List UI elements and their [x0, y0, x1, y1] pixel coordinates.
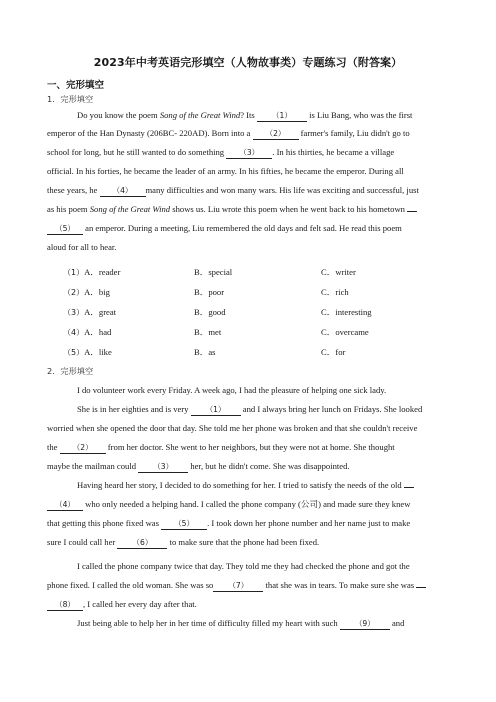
text: her, but he didn't come. She was disappointed. — [188, 461, 350, 471]
blank-7[interactable]: （7） — [213, 581, 263, 592]
option-a[interactable]: A．had — [84, 327, 112, 337]
text: that she was in tears. To make sure she was — [263, 580, 417, 590]
q1-line-3 — [47, 147, 457, 159]
option-b[interactable]: B．met — [194, 327, 222, 337]
text: that getting this phone fixed was — [47, 518, 162, 528]
blank-1[interactable]: （1） — [191, 405, 241, 416]
option-a[interactable]: A．reader — [84, 267, 121, 277]
text: . In his thirties, he became a village — [272, 147, 395, 157]
text: Do you know the poem — [77, 110, 160, 120]
text: many difficulties and won many wars. His life was exciting and successful, just — [145, 185, 419, 195]
poem-title: Song of the Great Wind — [159, 110, 241, 120]
poem-title: Song of the Great Wind — [89, 204, 171, 214]
section-heading: 一、完形填空 — [47, 80, 105, 91]
q1-line-2 — [47, 128, 457, 140]
text: She is in her eighties and is very — [77, 404, 191, 414]
option-c[interactable]: C．interesting — [321, 307, 372, 317]
text: Having heard her story, I decided to do something for her. I tried to satisfy the needs of the old — [77, 480, 404, 490]
text: who only needed a helping hand. I called the phone company (公司) and made sure they knew — [83, 499, 411, 509]
option-c[interactable]: C．rich — [321, 287, 349, 297]
text: ? Its — [240, 110, 257, 120]
option-c[interactable]: C．overcame — [321, 327, 369, 337]
text: and I always bring her lunch on Fridays. She looked — [240, 404, 423, 414]
text: emperor of the Han Dynasty (206BC- 220AD). Born into a — [47, 128, 253, 138]
q2-line-7 — [47, 499, 457, 511]
text: as his poem — [47, 204, 90, 214]
blank-4[interactable]: （4） — [47, 500, 83, 511]
blank-6[interactable]: （6） — [117, 538, 167, 549]
q2-line-12 — [47, 599, 457, 611]
blank-9[interactable]: （9） — [340, 619, 390, 630]
option-row-5 — [63, 346, 112, 358]
text: shows us. Liu wrote this poem when he went back to his hometown — [170, 204, 408, 214]
blank-1[interactable]: （1） — [257, 111, 307, 122]
document-title: 2023年中考英语完形填空（人物故事类）专题练习（附答案） — [93, 56, 403, 69]
text: maybe the mailman could — [47, 461, 139, 471]
q2-line-9 — [47, 537, 457, 549]
q2-line-6 — [77, 480, 487, 491]
q2-line-13 — [77, 618, 487, 630]
blank-5[interactable]: （5） — [47, 224, 83, 235]
option-c[interactable]: C．writer — [321, 267, 356, 277]
text: , I called her every day after that. — [83, 599, 197, 609]
question-2-heading: 2．完形填空 — [47, 366, 94, 376]
q2-line-10: I called the phone company twice that day. They told me they had checked the phone and got the — [77, 561, 410, 571]
question-1-heading: 1．完形填空 — [47, 94, 94, 104]
q2-line-11 — [47, 580, 457, 592]
blank-5-start — [407, 211, 417, 212]
q1-line-7 — [47, 223, 457, 235]
text: to make sure that the phone had been fixed. — [167, 537, 320, 547]
q1-line-6 — [47, 204, 457, 215]
text: Just being able to help her in her time of difficulty filled my heart with such — [77, 618, 340, 628]
option-number: （5） — [63, 348, 85, 357]
q1-line-8: aloud for all to hear. — [47, 242, 117, 252]
blank-3[interactable]: （3） — [226, 148, 272, 159]
text: the — [47, 442, 60, 452]
blank-5[interactable]: （5） — [161, 519, 207, 530]
text: farmer's family, Liu didn't go to — [298, 128, 410, 138]
text: is Liu Bang, who was the first — [306, 110, 413, 120]
option-number: （1） — [63, 268, 85, 277]
q1-line-4: official. In his forties, he became the leader of an army. In his fifties, he became the emperor. During all — [47, 166, 404, 176]
option-row-3 — [63, 306, 116, 318]
text: these years, he — [47, 185, 100, 195]
blank-2[interactable]: （2） — [253, 129, 299, 140]
option-number: （3） — [63, 308, 85, 317]
option-row-1 — [63, 266, 120, 278]
q2-line-8 — [47, 518, 457, 530]
option-b[interactable]: B．good — [194, 307, 226, 317]
text: from her doctor. She went to her neighbors, but they were not at home. She thought — [105, 442, 395, 452]
q2-line-4 — [47, 442, 457, 454]
blank-4[interactable]: （4） — [100, 186, 146, 197]
blank-8-start — [416, 587, 426, 588]
option-row-4 — [63, 326, 111, 338]
blank-8[interactable]: （8） — [47, 600, 83, 611]
option-a[interactable]: A．great — [84, 307, 117, 317]
option-row-2 — [63, 286, 110, 298]
text: school for long, but he still wanted to do something — [47, 147, 227, 157]
blank-4-start — [404, 487, 414, 488]
q2-line-2 — [77, 404, 487, 416]
option-b[interactable]: B．as — [194, 347, 216, 357]
option-a[interactable]: A．big — [84, 287, 110, 297]
q1-line-5 — [47, 185, 457, 197]
text: sure I could call her — [47, 537, 118, 547]
option-number: （2） — [63, 288, 85, 297]
q1-line-1 — [77, 110, 487, 122]
blank-3[interactable]: （3） — [138, 462, 188, 473]
option-c[interactable]: C．for — [321, 347, 346, 357]
text: and — [389, 618, 405, 628]
option-b[interactable]: B．special — [194, 267, 233, 277]
text: phone fixed. I called the old woman. She was so — [47, 580, 214, 590]
text: . I took down her phone number and her name just to make — [207, 518, 411, 528]
q2-line-5 — [47, 461, 457, 473]
blank-2[interactable]: （2） — [60, 443, 106, 454]
q2-line-1: I do volunteer work every Friday. A week ago, I had the pleasure of helping one sick lady. — [77, 385, 387, 395]
q2-line-3: worried when she opened the door that day. She told me her phone was broken and that she couldn't receive — [47, 423, 418, 433]
option-b[interactable]: B．poor — [194, 287, 225, 297]
option-number: （4） — [63, 328, 85, 337]
option-a[interactable]: A．like — [84, 347, 112, 357]
text: an emperor. During a meeting, Liu remembered the old days and felt sad. He read this poem — [83, 223, 402, 233]
